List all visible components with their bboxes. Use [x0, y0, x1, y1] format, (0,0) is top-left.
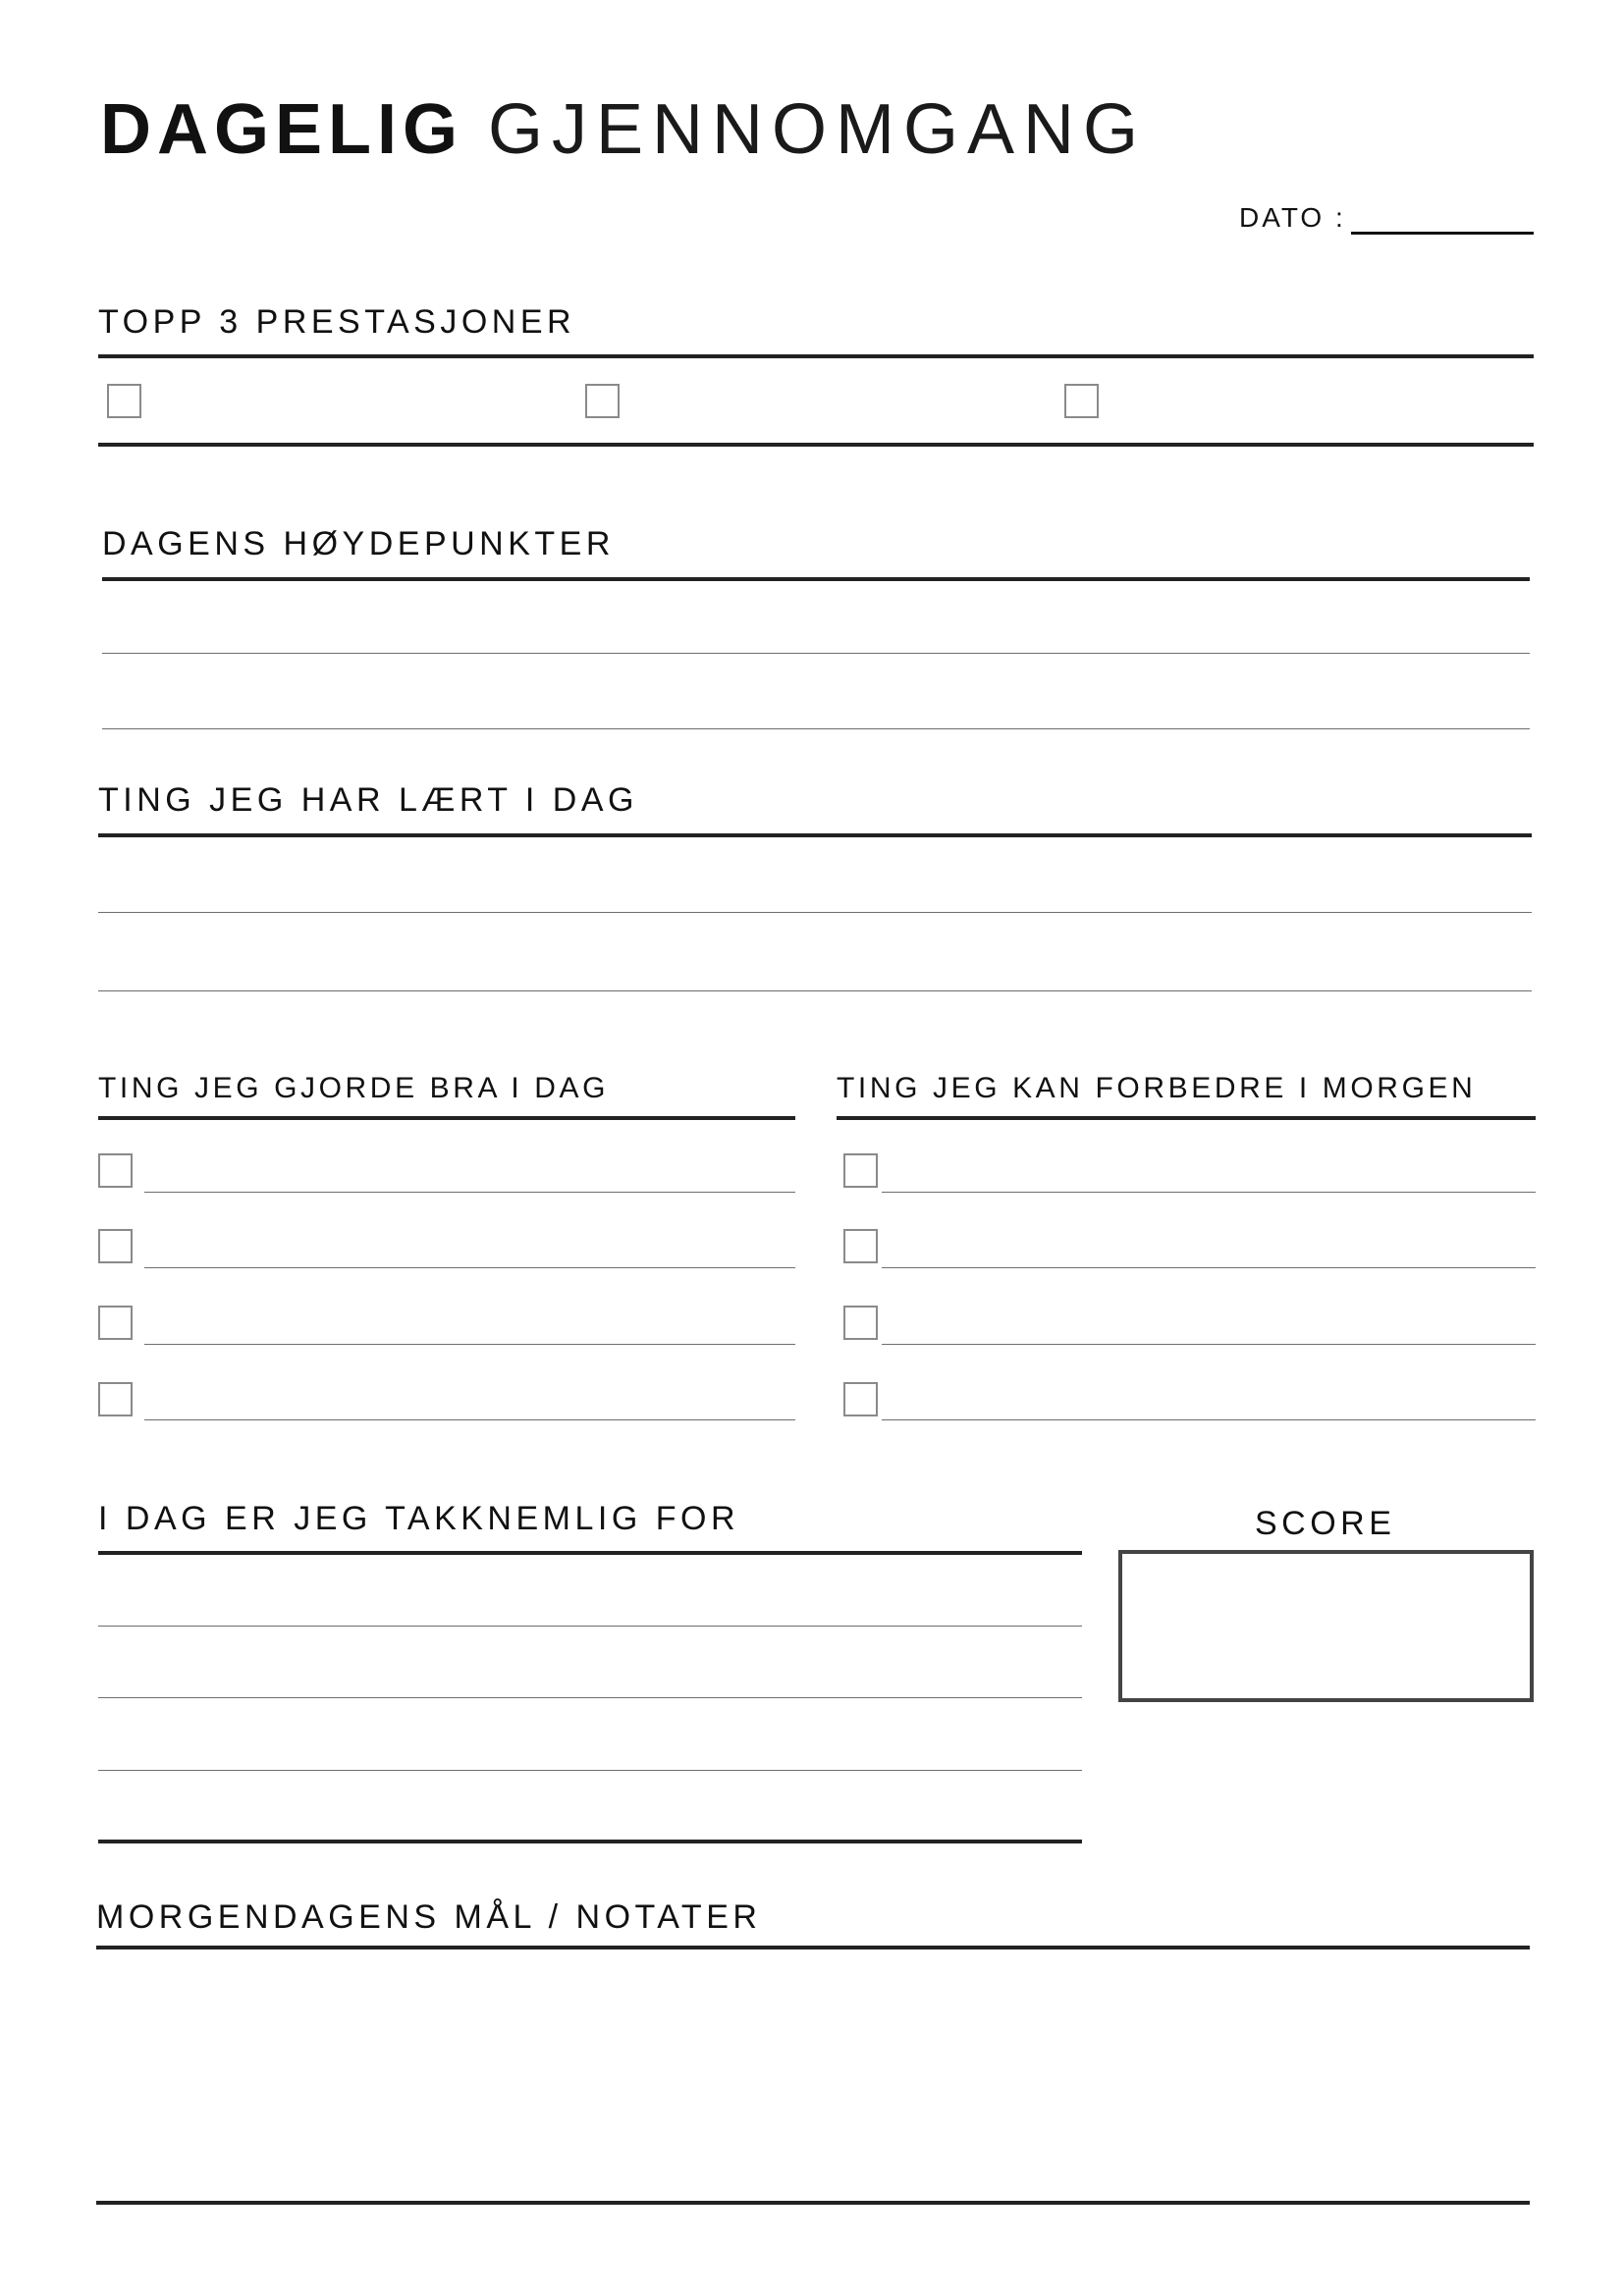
- heading-learned: TING JEG HAR LÆRT I DAG: [98, 781, 638, 819]
- learned-line-1[interactable]: [98, 912, 1532, 913]
- did-well-checkbox-1[interactable]: [98, 1153, 133, 1188]
- did-well-rule: [98, 1116, 795, 1120]
- did-well-checkbox-3[interactable]: [98, 1306, 133, 1340]
- heading-highlights: DAGENS HØYDEPUNKTER: [102, 525, 615, 562]
- date-field[interactable]: [1351, 232, 1534, 235]
- heading-improve: TING JEG KAN FORBEDRE I MORGEN: [837, 1072, 1477, 1104]
- top3-bottom-rule: [98, 443, 1534, 447]
- did-well-line-3[interactable]: [144, 1344, 795, 1345]
- tomorrow-notes-area[interactable]: [96, 1953, 1530, 2197]
- did-well-checkbox-2[interactable]: [98, 1229, 133, 1263]
- improve-checkbox-2[interactable]: [843, 1229, 878, 1263]
- did-well-line-4[interactable]: [144, 1419, 795, 1420]
- page-title: [100, 90, 1147, 169]
- grateful-line-2[interactable]: [98, 1697, 1082, 1698]
- score-label: SCORE: [1255, 1505, 1396, 1542]
- top3-checkbox-2[interactable]: [585, 384, 620, 418]
- tomorrow-rule: [96, 1946, 1530, 1949]
- improve-line-1[interactable]: [882, 1192, 1536, 1193]
- improve-checkbox-3[interactable]: [843, 1306, 878, 1340]
- grateful-line-3[interactable]: [98, 1770, 1082, 1771]
- heading-tomorrow: MORGENDAGENS MÅL / NOTATER: [96, 1898, 762, 1936]
- score-box[interactable]: [1118, 1550, 1534, 1702]
- heading-top3: TOPP 3 PRESTASJONER: [98, 303, 576, 341]
- tomorrow-bottom-rule: [96, 2201, 1530, 2205]
- title-bold: DAGELIG: [100, 90, 464, 169]
- heading-did-well: TING JEG GJORDE BRA I DAG: [98, 1072, 610, 1104]
- grateful-bottom-rule: [98, 1840, 1082, 1843]
- improve-line-2[interactable]: [882, 1267, 1536, 1268]
- grateful-rule: [98, 1551, 1082, 1555]
- top3-top-rule: [98, 354, 1534, 358]
- improve-checkbox-1[interactable]: [843, 1153, 878, 1188]
- improve-rule: [837, 1116, 1536, 1120]
- did-well-line-2[interactable]: [144, 1267, 795, 1268]
- highlights-rule: [102, 577, 1530, 581]
- highlights-line-2[interactable]: [102, 728, 1530, 729]
- grateful-line-1[interactable]: [98, 1626, 1082, 1627]
- heading-grateful: I DAG ER JEG TAKKNEMLIG FOR: [98, 1500, 739, 1537]
- learned-line-2[interactable]: [98, 990, 1532, 991]
- top3-checkbox-1[interactable]: [107, 384, 141, 418]
- did-well-line-1[interactable]: [144, 1192, 795, 1193]
- top3-checkbox-3[interactable]: [1064, 384, 1099, 418]
- date-label: DATO :: [1239, 202, 1346, 233]
- improve-line-4[interactable]: [882, 1419, 1536, 1420]
- title-light: GJENNOMGANG: [488, 90, 1148, 169]
- did-well-checkbox-4[interactable]: [98, 1382, 133, 1416]
- learned-rule: [98, 833, 1532, 837]
- improve-checkbox-4[interactable]: [843, 1382, 878, 1416]
- improve-line-3[interactable]: [882, 1344, 1536, 1345]
- highlights-line-1[interactable]: [102, 653, 1530, 654]
